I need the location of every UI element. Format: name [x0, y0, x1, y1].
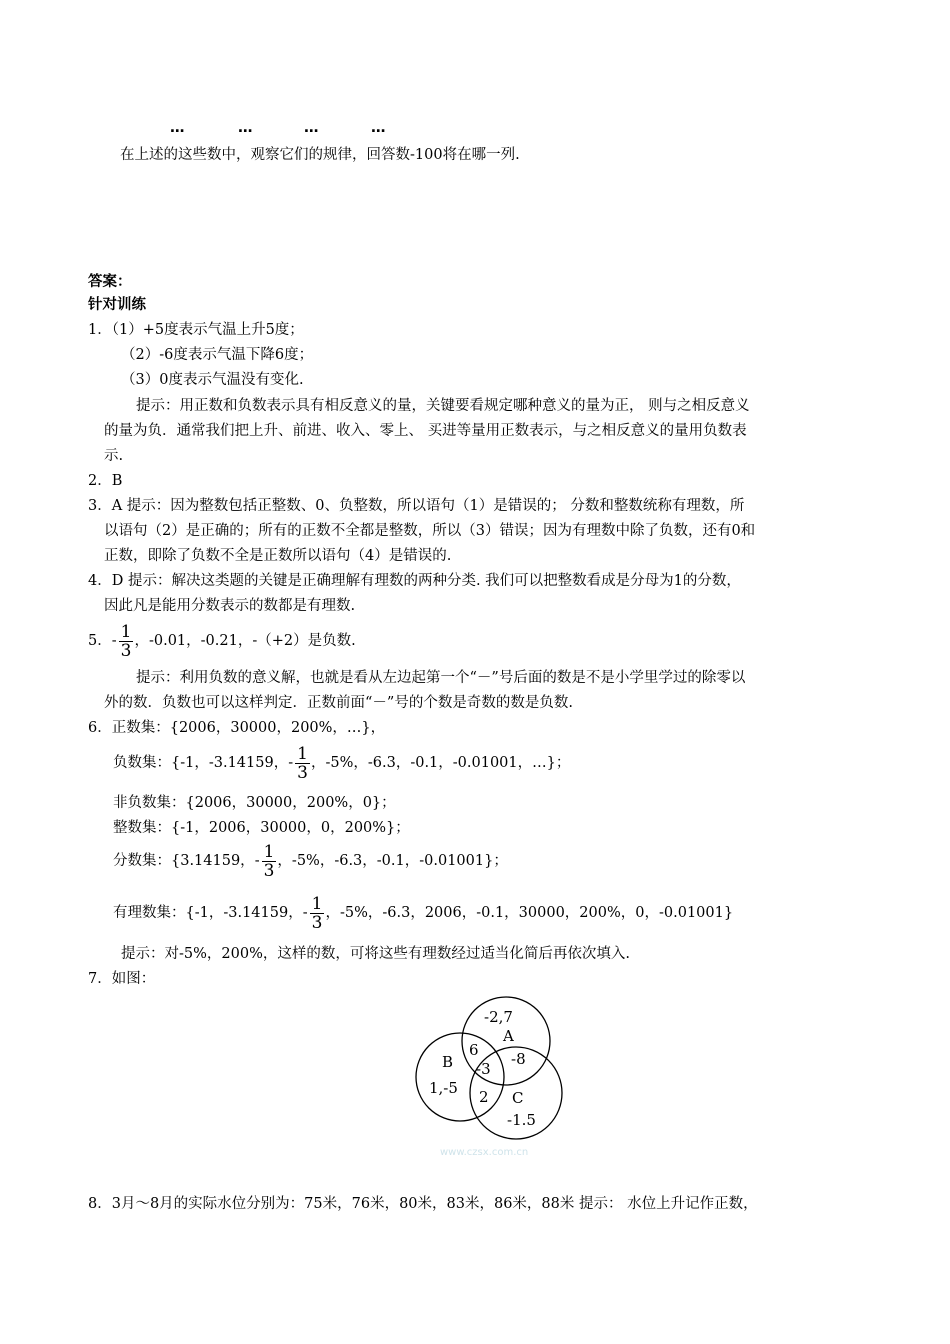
- fraction-one-third: [295, 745, 310, 782]
- question-text: 在上述的这些数中，观察它们的规律，回答数-100将在哪一列.: [120, 147, 520, 163]
- q5-rest: ，-0.01，-0.21，-（+2）是负数.: [134, 633, 356, 649]
- q5-prefix: 5．: [88, 633, 112, 649]
- neg-set-end: ，-5%，-6.3，-0.1，-0.01001，…}；: [310, 755, 571, 771]
- q6-nonnegative-set: 非负数集：{2006，30000，200%，0}；: [113, 795, 396, 811]
- circle-b: [416, 1033, 504, 1121]
- fraction-numerator: 1: [311, 893, 323, 914]
- ellipsis-1: …: [170, 120, 185, 136]
- fraction-numerator: 1: [263, 841, 275, 862]
- q6-hint: 提示：对-5%，200%，这样的数，可将这些有理数经过适当化简后再依次填入.: [121, 946, 630, 962]
- q3-line3: 正数，即除了负数不全是正数所以语句（4）是错误的.: [104, 548, 452, 564]
- watermark-text: www.czsx.com.cn: [440, 1147, 529, 1158]
- q1-line3: （3）0度表示气温没有变化.: [121, 372, 304, 388]
- q6-fraction-set: [113, 842, 508, 880]
- frac-set-start: 分数集：{3.14159，: [113, 853, 255, 869]
- q1-hint-line2: 的量为负．通常我们把上升、前进、收入、零上、 买进等量用正数表示，与之相反意义的量用负数表: [104, 423, 747, 439]
- fraction-denominator: 3: [311, 912, 323, 933]
- ellipsis-2: …: [238, 120, 253, 136]
- venn-a-only: -2,7: [484, 1008, 513, 1026]
- rat-set-start: 有理数集：{-1，-3.14159，: [113, 905, 303, 921]
- q1-line2: （2）-6度表示气温下降6度；: [121, 347, 314, 363]
- fraction-sign: -: [302, 905, 308, 921]
- q7-label: 7．如图：: [88, 971, 156, 987]
- fraction-one-third: [262, 843, 277, 880]
- venn-ac: -8: [511, 1050, 526, 1068]
- q1-hint-line1: 提示：用正数和负数表示具有相反意义的量，关键要看规定哪种意义的量为正， 则与之相反意义: [136, 398, 750, 414]
- q6-positive-set: 6．正数集：{2006，30000，200%，…}，: [88, 720, 386, 736]
- fraction-sign: -: [254, 853, 260, 869]
- q2-answer: 2．B: [88, 473, 123, 489]
- rat-set-end: ，-5%，-6.3，2006，-0.1，30000，200%，0，-0.01001}: [325, 905, 734, 921]
- venn-c-label: C: [512, 1089, 524, 1107]
- venn-c-only: -1.5: [507, 1111, 536, 1129]
- q4-line1: 4．D 提示：解决这类题的关键是正确理解有理数的两种分类. 我们可以把整数看成是分母为1的分数，: [88, 573, 741, 589]
- venn-ab: 6: [469, 1041, 479, 1059]
- q6-rational-set: [113, 894, 733, 932]
- fraction-one-third: [119, 623, 134, 660]
- fraction-denominator: 3: [297, 762, 308, 783]
- q3-line1: 3．A 提示：因为整数包括正整数、0、负整数，所以语句（1）是错误的； 分数和整数统称有理数，所: [88, 498, 745, 514]
- answers-heading: 答案：: [88, 274, 132, 290]
- q4-line2: 因此凡是能用分数表示的数都是有理数.: [104, 598, 356, 614]
- fraction-denominator: 3: [120, 640, 132, 661]
- venn-diagram: [410, 995, 570, 1145]
- q1-line1: 1．（1）+5度表示气温上升5度；: [88, 322, 304, 338]
- venn-abc: -3: [476, 1060, 491, 1078]
- frac-set-end: ，-5%，-6.3，-0.1，-0.01001}；: [277, 853, 508, 869]
- neg-set-start: 负数集：{-1，-3.14159，: [113, 755, 289, 771]
- fraction-sign: -: [111, 633, 117, 649]
- q8-line: 8．3月～8月的实际水位分别为：75米，76米，80米，83米，86米，88米 提示： 水位上升记作正数，: [88, 1196, 758, 1212]
- q1-hint-line3: 示.: [104, 448, 124, 464]
- q5-line: [88, 622, 356, 660]
- ellipsis-3: …: [304, 120, 319, 136]
- venn-bc: 2: [479, 1088, 489, 1106]
- fraction-numerator: 1: [297, 743, 308, 764]
- q3-line2: 以语句（2）是正确的；所有的正数不全都是整数，所以（3）错误；因为有理数中除了负数，还有0和: [104, 523, 756, 539]
- venn-a-label: A: [503, 1027, 514, 1045]
- q6-negative-set: [113, 744, 570, 782]
- venn-b-only: 1,-5: [429, 1079, 458, 1097]
- q5-hint-line2: 外的数．负数也可以这样判定．正数前面“－”号的个数是奇数的数是负数.: [104, 695, 573, 711]
- q5-hint-line1: 提示：利用负数的意义解，也就是看从左边起第一个“－”号后面的数是不是小学里学过的除零以: [136, 670, 746, 686]
- ellipsis-4: …: [371, 120, 386, 136]
- fraction-denominator: 3: [263, 860, 275, 881]
- fraction-one-third: [310, 895, 325, 932]
- fraction-sign: -: [288, 755, 294, 771]
- answers-subheading: 针对训练: [88, 297, 146, 313]
- q6-integer-set: 整数集：{-1，2006，30000，0，200%}；: [113, 820, 410, 836]
- fraction-numerator: 1: [120, 621, 132, 642]
- venn-b-label: B: [442, 1053, 454, 1071]
